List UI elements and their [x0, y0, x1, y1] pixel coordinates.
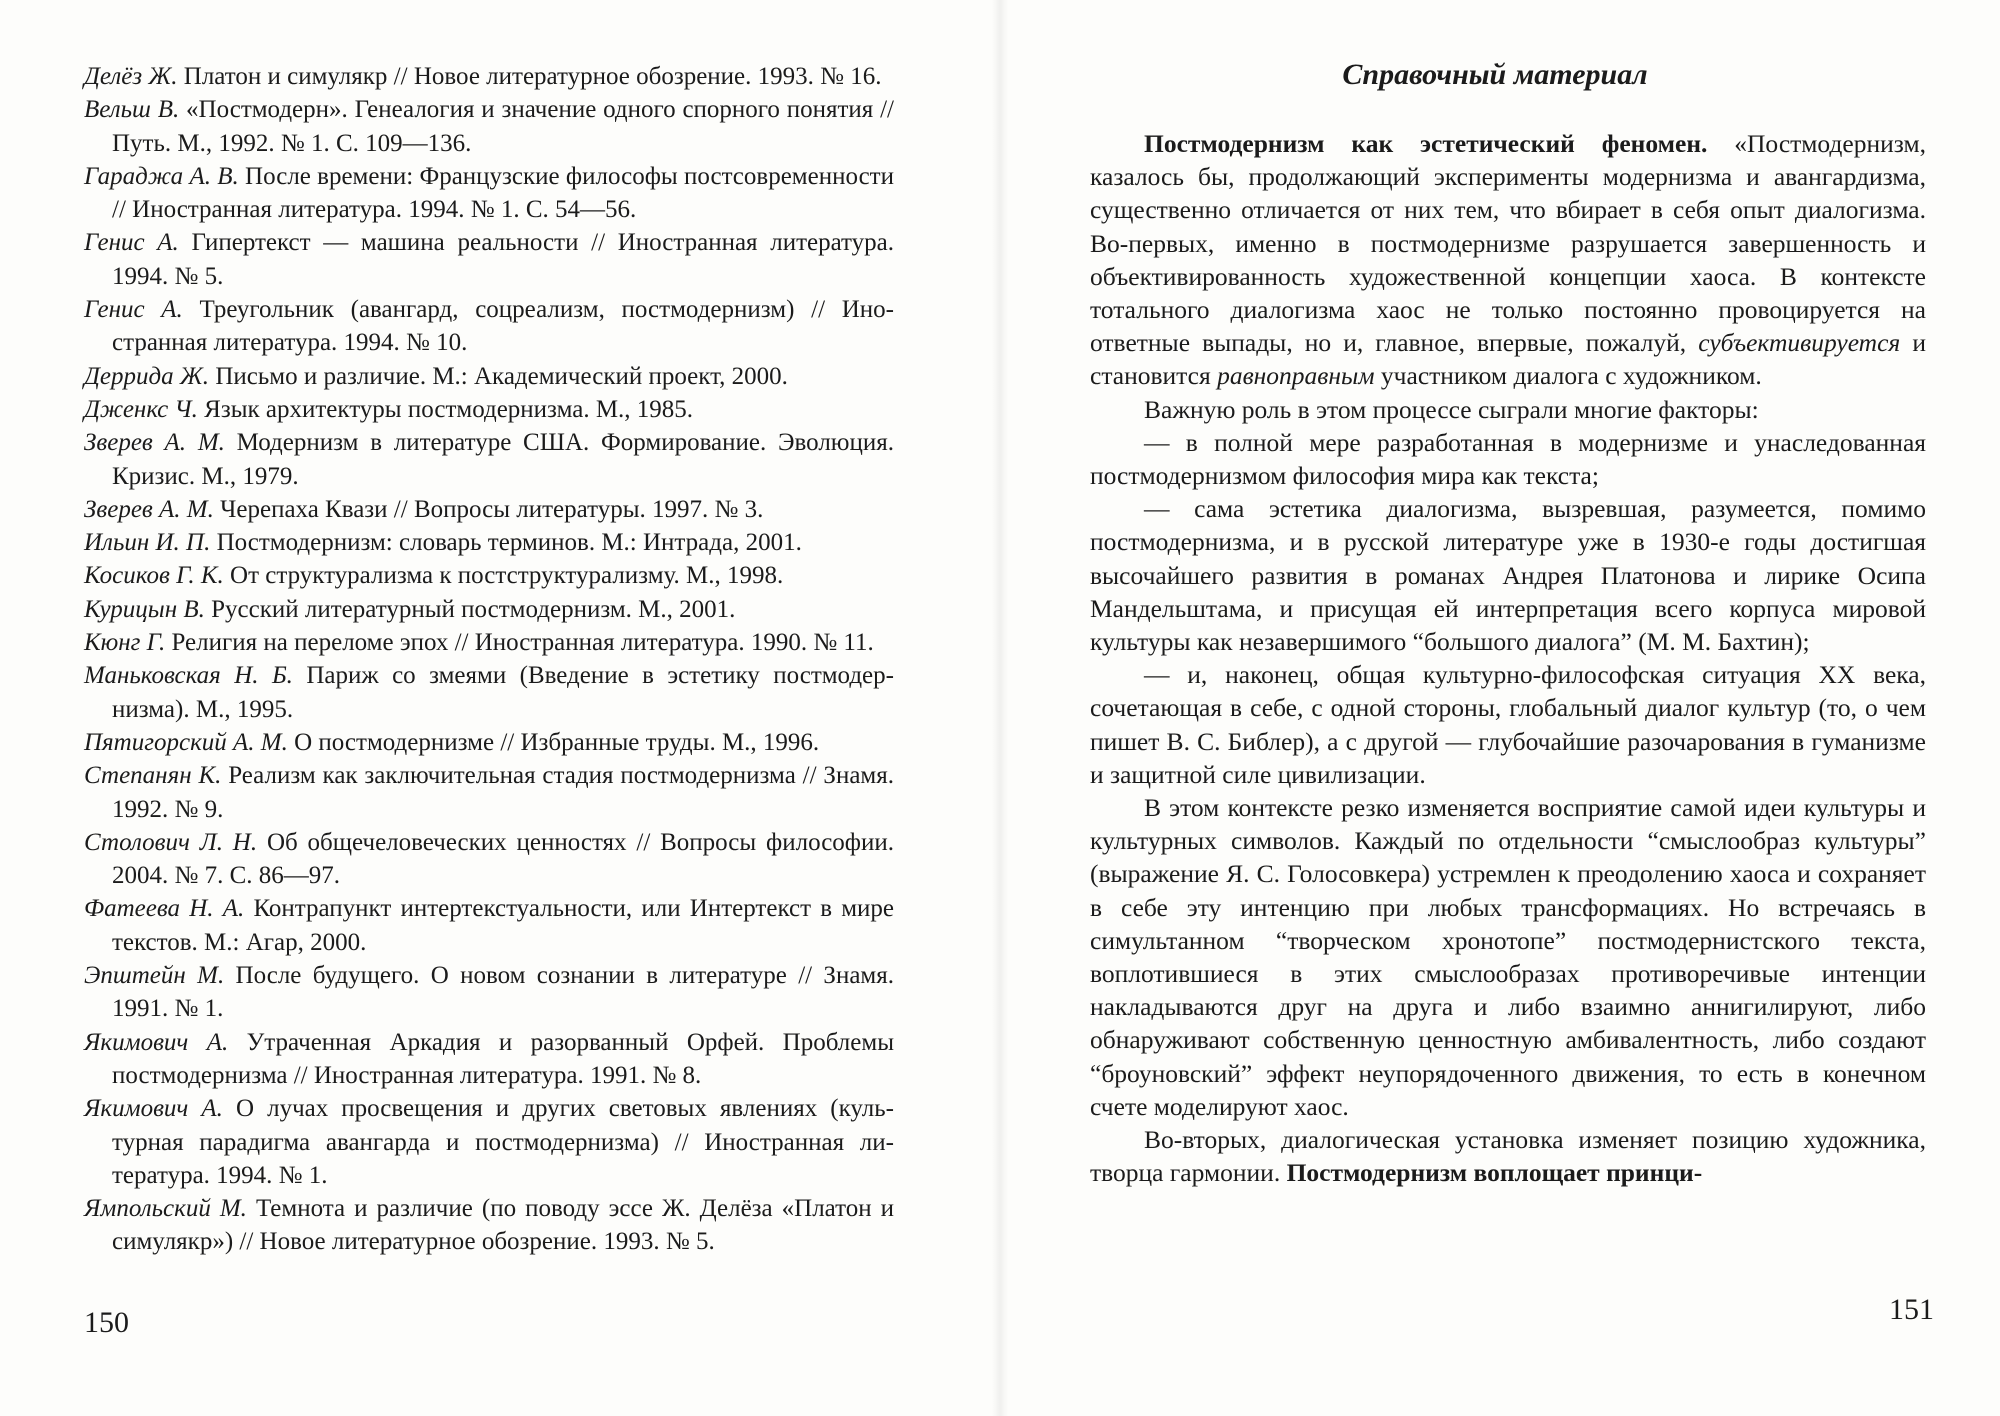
bibliography-author: Деррида Ж. [84, 362, 210, 390]
bibliography-author: Кюнг Г. [84, 629, 166, 657]
bibliography-text: Платон и симулякр // Новое литературное обозрение. 1993. № 16. [177, 63, 882, 90]
bibliography-text: Об общечеловеческих ценностях // Вопросы философии. 2004. № 7. С. 86—97. [112, 828, 894, 890]
bibliography-author: Якимович А. [84, 1095, 223, 1123]
bibliography-text: Русский литературный постмодернизм. М., 2001. [204, 595, 736, 623]
bibliography-entry [84, 293, 894, 360]
bibliography-text: От структурализма к постструктурализму. М., 1998. [223, 562, 784, 590]
bibliography-text: Черепаха Квази // Вопросы литературы. 1997. № 3. [213, 495, 764, 523]
bibliography-entry [84, 93, 894, 160]
list-item-factor: — в полной мере разработанная в модернизме и унаследованная постмодернизмом философия мира как текста; [1090, 427, 1926, 491]
bibliography-entry [84, 593, 894, 626]
bibliography-entry [84, 1192, 894, 1259]
bibliography-author: Маньковская Н. Б. [84, 662, 293, 690]
bibliography-entry [84, 1026, 894, 1093]
bibliography-text: После будущего. О новом сознании в литературе // Знамя. 1991. № 1. [112, 962, 895, 1023]
bibliography-entry [84, 360, 894, 393]
bibliography-entry [84, 559, 894, 592]
bibliography-entry [84, 892, 894, 959]
bibliography-text: Письмо и различие. М.: Академический проект, 2000. [209, 362, 788, 390]
bibliography-text: Язык архитектуры постмодернизма. М., 1985. [197, 395, 694, 423]
paragraph-text: Во-вторых, диалогическая установка изменяет позицию художника, творца гармонии. [1090, 1125, 1926, 1188]
paragraph-text: участником диалога с художником. [1374, 361, 1762, 391]
bibliography-text: Постмодернизм: словарь терминов. М.: Интрада, 2001. [210, 529, 802, 557]
bibliography-author: Вельш В. [84, 96, 180, 124]
bibliography-text: Реализм как заключительная стадия постмодернизма // Знамя. 1992. № 9. [112, 762, 894, 823]
list-item-factor: — и, наконец, общая культурно-философская ситуация XX века, сочетающая в себе, с одной стороны, глобальный диалог культур (то, о чем пишет В. С. Библер), а с другой — глубочайшие разочарования в гуманизме и защитной силе цивилизации. [1090, 660, 1926, 789]
bibliography-text: «Постмодерн». Генеалогия и значение одного спорного понятия // Путь. М., 1992. № 1. С. 109—136. [112, 96, 894, 157]
bibliography-entry [84, 626, 894, 659]
bibliography-text: После времени: Французские философы постсовременности // Иностранная литература. 1994. № 1. С. 54—56. [112, 162, 894, 224]
paragraph-lead: Постмодернизм как эстетический феномен. [1144, 129, 1708, 158]
bibliography-entry [84, 526, 894, 559]
bibliography-text: Утраченная Аркадия и разорванный Орфей. Проблемы постмодернизма // Иностранная литература. 1991. № 8. [112, 1028, 894, 1089]
section-heading: Справочный материал [1342, 58, 1648, 91]
paragraph-bold-ending: Постмодернизм воплощает принци- [1286, 1158, 1703, 1188]
bibliography-author: Эпштейн М. [84, 962, 225, 990]
paragraph-text: и становится [1090, 328, 1926, 391]
emphasis-term: субъективируется [1698, 328, 1901, 358]
paragraph-text: «Постмодернизм, казалось бы, продолжающий эксперименты модернизма и авангардизма, существенно отличается от них тем, что вбирает в себя опыт диалогизма. Во-первых, именно в постмодернизме разрушается завершенность и объективированность художественной концепции хаоса. В контексте тотального диалогизма хаос не только постоянно провоцируется на ответные выпады, но и, главное, впервые, пожалуй, [1090, 129, 1926, 358]
article-body [1090, 127, 1926, 1190]
bibliography-entry [84, 226, 894, 293]
bibliography-entry [84, 60, 894, 93]
bibliography-text: Религия на переломе эпох // Иностранная литература. 1990. № 11. [165, 629, 874, 657]
bibliography-entry [84, 160, 894, 227]
bibliography-author: Якимович А. [84, 1028, 229, 1056]
bibliography-author: Ямпольский М. [84, 1195, 247, 1223]
bibliography-entry [84, 1092, 894, 1192]
paragraph-context: В этом контексте резко изменяется восприятие самой идеи культуры и культурных символов. Каждый по отдельности “смыслообраз культуры” (выражение Я. С. Голосовкера) устремлен к преодолению хаоса и сохраняет в себе эту интенцию при любых трансформациях. Но встречаясь в симультанном “творческом хронотопе” постмодернистского текста, воплотившиеся в этих смыслообразах противоречивые интенции накладываются друг на друга и либо взаимно аннигилируют, либо обнаруживают собственную ценностную амбивалентность, либо создают “броуновский” эффект неупорядоченного движения, то есть в конечном счете моделируют хаос. [1090, 793, 1926, 1121]
paragraph-intro [1090, 127, 1926, 393]
bibliography-author: Генис А. [84, 296, 183, 324]
bibliography-text: О постмодернизме // Избранные труды. М., 1996. [287, 728, 820, 756]
bibliography-entry [84, 726, 894, 759]
bibliography-list [84, 60, 894, 1259]
bibliography-text: Треугольник (авангард, соцреализм, постмодернизм) // Иностранная литература. 1994. № 10. [112, 296, 894, 357]
bibliography-author: Дженкс Ч. [84, 395, 198, 423]
paragraph-second [1090, 1123, 1926, 1189]
paragraph-factors: Важную роль в этом процессе сыграли многие факторы: [1144, 394, 1759, 424]
list-item-factor: — сама эстетика диалогизма, вызревшая, разумеется, помимо постмодернизма, и в русской литературе уже в 1930-е годы достигшая высочайшего развития в романах Андрея Платонова и лирике Осипа Мандельштама, и присущая ей интерпретация всего корпуса мировой культуры как незавершимого “большого диалога” (М. М. Бахтин); [1090, 494, 1926, 657]
bibliography-author: Зверев А. М. [84, 495, 214, 523]
bibliography-entry [84, 393, 894, 426]
bibliography-entry [84, 659, 894, 726]
bibliography-text: Париж со змеями (Введение в эстетику постмодернизма). М., 1995. [112, 662, 894, 723]
bibliography-author: Делёз Ж. [84, 63, 178, 90]
right-page [1000, 0, 2000, 1416]
bibliography-author: Зверев А. М. [84, 429, 225, 457]
bibliography-author: Столович Л. Н. [84, 828, 258, 856]
page-number-left: 150 [84, 1306, 129, 1339]
bibliography-text: Темнота и различие (по поводу эссе Ж. Делёза «Платон и симулякр») // Новое литературное обозрение. 1993. № 5. [112, 1195, 895, 1256]
bibliography-entry [84, 493, 894, 526]
bibliography-author: Ильин И. П. [84, 529, 211, 557]
bibliography-entry [84, 759, 894, 826]
bibliography-text: Гипертекст — машина реальности // Иностранная литература. 1994. № 5. [112, 229, 894, 290]
bibliography-entry [84, 826, 894, 893]
bibliography-entry [84, 426, 894, 493]
bibliography-text: Модернизм в литературе США. Формирование. Эволюция. Кризис. М., 1979. [112, 429, 894, 490]
page-number-right: 151 [1889, 1293, 1934, 1326]
bibliography-author: Фатеева Н. А. [84, 895, 245, 923]
emphasis-term: равноправным [1217, 361, 1375, 391]
bibliography-author: Косиков Г. К. [84, 562, 224, 590]
bibliography-author: Гараджа А. В. [84, 162, 239, 190]
bibliography-author: Курицын В. [84, 595, 205, 623]
bibliography-text: О лучах просвещения и других световых явлениях (культурная парадигма авангарда и постмодернизма) // Иностранная литература. 1994. № 1. [112, 1095, 894, 1189]
bibliography-author: Степанян К. [84, 762, 222, 790]
bibliography-text: Контрапункт интертекстуальности, или Интертекст в мире текстов. М.: Агар, 2000. [112, 895, 895, 956]
bibliography-author: Генис А. [84, 229, 179, 257]
bibliography-entry [84, 959, 894, 1026]
bibliography-author: Пятигорский А. М. [84, 728, 288, 756]
